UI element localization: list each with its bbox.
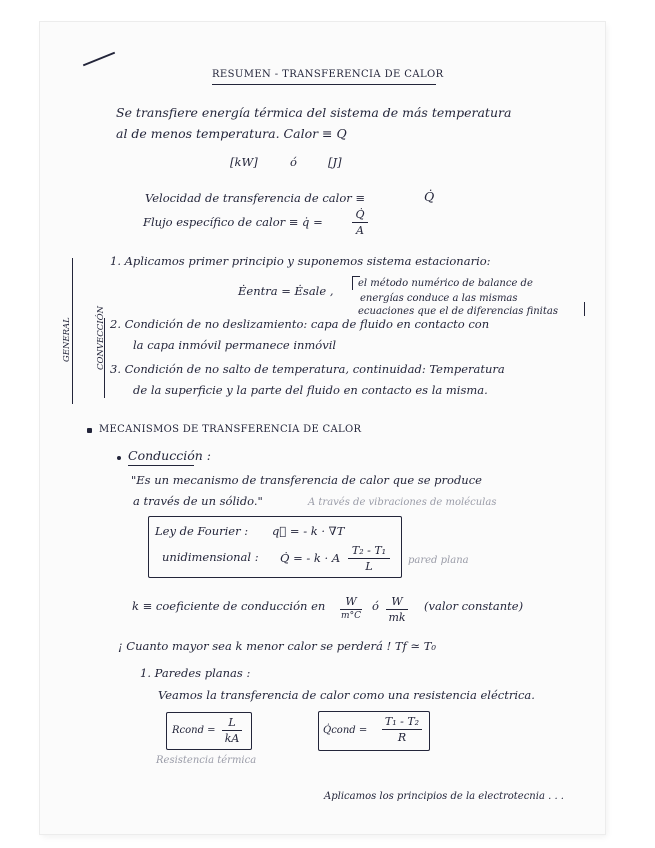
k-unit-1-den: m°C xyxy=(341,611,361,622)
flujo-den: A xyxy=(356,224,364,238)
units-kw: [kW] xyxy=(230,155,258,169)
k-unit-1-num: W xyxy=(345,595,357,608)
conduccion-underline xyxy=(128,465,194,466)
velocidad-text: Velocidad de transferencia de calor ≡ xyxy=(145,191,366,205)
note-bracket-right xyxy=(584,302,585,316)
general-item-3a: 3. Condición de no salto de temperatura, continuidad: Temperatura xyxy=(110,362,505,376)
conduccion-title: Conducción : xyxy=(128,448,211,463)
unidim-equation: Q̇ = - k · A xyxy=(280,551,341,565)
unidim-num: T₂ - T₁ xyxy=(351,544,387,557)
paredes-title: 1. Paredes planas : xyxy=(140,666,251,680)
label-general: GENERAL xyxy=(62,317,72,362)
general-item-1: 1. Aplicamos primer principio y suponemos sistema estacionario: xyxy=(110,254,491,268)
note-line-2: energías conduce a las mismas xyxy=(360,293,518,304)
fourier-label: Ley de Fourier : xyxy=(155,524,249,538)
conduccion-bullet xyxy=(117,456,121,460)
note-line-1: el método numérico de balance de xyxy=(358,278,533,289)
k-constant: (valor constante) xyxy=(424,599,524,613)
general-bracket-line xyxy=(72,258,73,404)
rcond-label: Rcond = xyxy=(172,725,216,736)
veamos-text: Veamos la transferencia de calor como una resistencia eléctrica. xyxy=(158,688,535,702)
unidim-fraction xyxy=(348,545,390,572)
note-bracket-top xyxy=(352,276,360,277)
flujo-text: Flujo específico de calor ≡ q̇ = xyxy=(143,215,323,229)
units-j: [J] xyxy=(328,155,342,169)
quote-line-2: a través de un sólido." xyxy=(133,494,263,508)
quote-line-1: "Es un mecanismo de transferencia de calor que se produce xyxy=(131,473,482,487)
intro-line-1: Se transfiere energía térmica del sistema de más temperatura xyxy=(116,105,512,120)
general-item-2b: la capa inmóvil permanece inmóvil xyxy=(133,338,337,352)
note-line-3: ecuaciones que el de diferencias finitas xyxy=(358,306,558,317)
k-unit-2 xyxy=(386,596,408,623)
unidim-den: L xyxy=(365,560,373,574)
qcond-fraction xyxy=(382,716,422,743)
note-bracket-left xyxy=(352,276,353,290)
units-o: ó xyxy=(290,155,297,169)
rcond-den: kA xyxy=(224,732,240,746)
qcond-label: Q̇cond = xyxy=(323,725,368,736)
unidim-label: unidimensional : xyxy=(162,550,259,564)
k-unit-2-den: mk xyxy=(388,611,406,625)
k-unit-1 xyxy=(340,596,362,621)
pared-note: pared plana xyxy=(408,555,469,566)
k-definition: k ≡ coeficiente de conducción en xyxy=(132,599,326,613)
general-item-3b: de la superficie y la parte del fluido en contacto es la misma. xyxy=(133,383,488,397)
footer-text: Aplicamos los principios de la electrotecnia . . . xyxy=(324,791,564,802)
flujo-num: Q̇ xyxy=(355,208,365,221)
rcond-fraction xyxy=(222,717,242,744)
label-conveccion: CONVECCIÓN xyxy=(96,305,106,370)
intro-line-2: al de menos temperatura. Calor ≡ Q xyxy=(116,126,347,141)
velocidad-symbol: Q̇ xyxy=(424,189,435,204)
quote-note: A través de vibraciones de moléculas xyxy=(308,497,497,508)
resistencia-note: Resistencia térmica xyxy=(156,755,257,766)
cuanto-text: ¡ Cuanto mayor sea k menor calor se perderá ! Tf ≃ T₀ xyxy=(118,639,437,653)
rcond-num: L xyxy=(228,716,236,729)
flujo-fraction xyxy=(352,209,368,236)
mecanismos-heading: MECANISMOS DE TRANSFERENCIA DE CALOR xyxy=(99,424,362,435)
title-underline xyxy=(212,84,436,85)
general-item-2a: 2. Condición de no deslizamiento: capa de fluido en contacto con xyxy=(110,317,490,331)
k-o: ó xyxy=(372,599,379,613)
qcond-num: T₁ - T₂ xyxy=(384,715,420,728)
qcond-den: R xyxy=(397,731,407,745)
page-title: RESUMEN - TRANSFERENCIA DE CALOR xyxy=(212,69,444,80)
general-item-1-eq: Ėentra = Ėsale , xyxy=(238,284,334,298)
k-unit-2-num: W xyxy=(391,595,403,608)
heading-bullet xyxy=(87,428,92,433)
fourier-equation: q⃗ = - k · ∇T xyxy=(272,524,345,538)
